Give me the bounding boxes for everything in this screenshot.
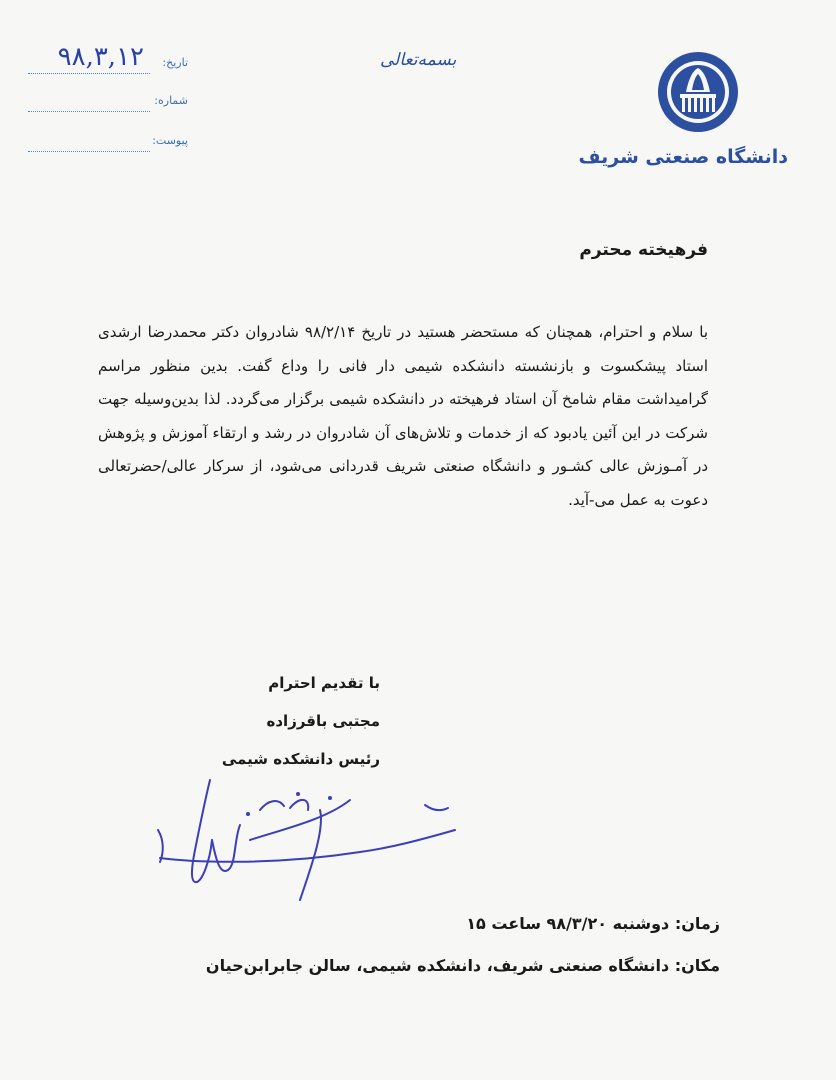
attachment-label: پیوست: bbox=[152, 134, 188, 147]
closing-phrase: با تقدیم احترام bbox=[268, 674, 380, 692]
date-field bbox=[28, 42, 188, 78]
date-label: تاریخ: bbox=[162, 56, 188, 69]
bismillah: بسمه‌تعالی bbox=[380, 50, 457, 70]
attachment-field bbox=[28, 134, 188, 156]
event-place: مکان: دانشگاه صنعتی شریف، دانشکده شیمی، سالن جابرابن‌حیان bbox=[205, 956, 720, 975]
signer-title: رئیس دانشکده شیمی bbox=[221, 750, 380, 768]
signer-name: مجتبی باقرزاده bbox=[266, 712, 380, 730]
date-value: ۹۸,۳,۱۲ bbox=[57, 42, 144, 72]
number-field bbox=[28, 94, 188, 116]
attachment-dotted-line bbox=[28, 151, 150, 152]
date-dotted-line bbox=[28, 73, 150, 74]
number-dotted-line bbox=[28, 111, 150, 112]
salutation: فرهیخته محترم bbox=[579, 240, 708, 260]
event-time: زمان: دوشنبه ۹۸/۳/۲۰ ساعت ۱۵ bbox=[466, 914, 720, 933]
letter-body: با سلام و احترام، همچنان که مستحضر هستید در تاریخ ۹۸/۲/۱۴ شادروان دکتر محمدرضا ارشدی استاد پیشکسوت و بازنشسته دانشکده شیمی دار فانی را وداع گفت. بدین منظور مراسم گرامیداشت مقام شامخ آن استاد فرهیخته در دانشکده شیمی برگزار می‌گردد. لذا بدین‌وسیله جهت شرکت در این آئین یادبود که از خدمات و تلاش‌های آن شادروان در رشد و ارتقاء آموزش و پژوهش در آمـوزش عالی کشـور و دانشگاه صنعتی شریف قدردانی می‌شود، از سرکار عالی/حضرتعالی دعوت به عمل می-آید. bbox=[98, 323, 708, 509]
university-name: دانشگاه صنعتی شریف bbox=[578, 146, 788, 168]
handwritten-signature bbox=[150, 770, 470, 910]
university-logo bbox=[656, 50, 740, 134]
number-label: شماره: bbox=[154, 94, 188, 107]
